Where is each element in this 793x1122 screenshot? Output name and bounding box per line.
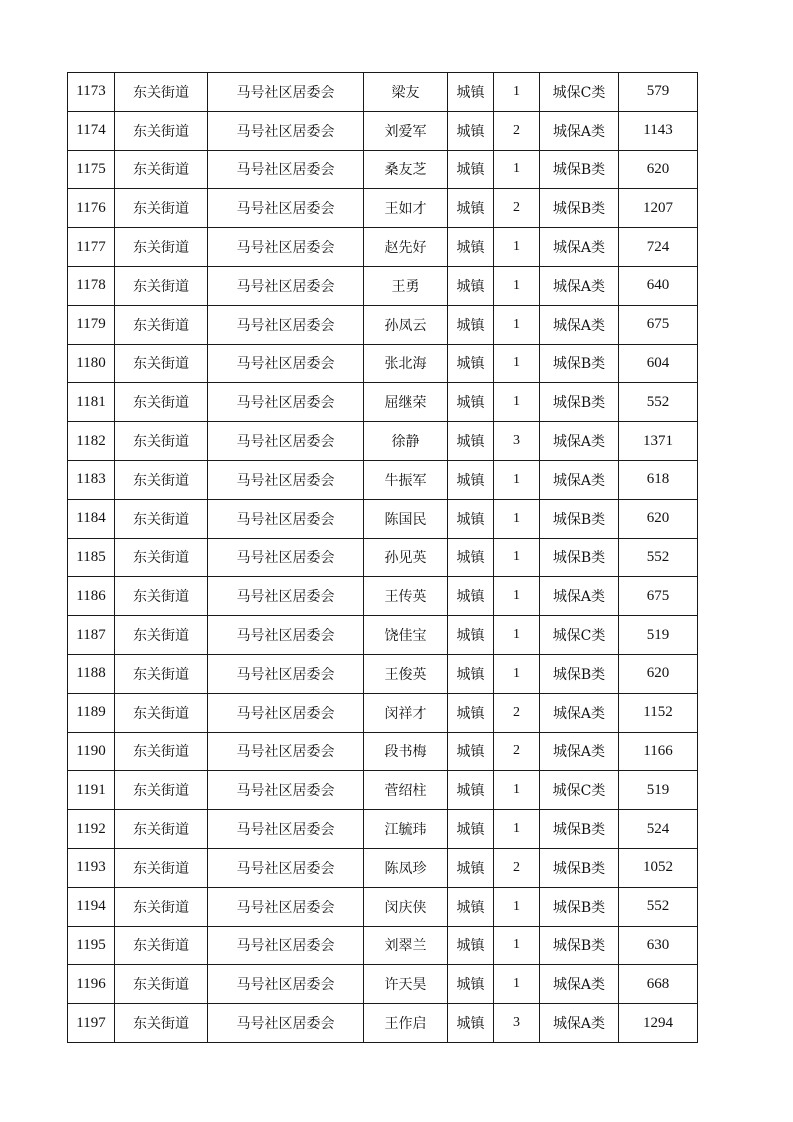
amount-cell: 1152 (619, 693, 698, 732)
household-type-cell: 城镇 (448, 73, 494, 112)
household-type-cell: 城镇 (448, 965, 494, 1004)
person-count-cell: 1 (494, 228, 540, 267)
committee-cell: 马号社区居委会 (208, 499, 364, 538)
insurance-category-cell: 城保C类 (540, 771, 619, 810)
insurance-category-cell: 城保B类 (540, 499, 619, 538)
row-number-cell: 1195 (68, 926, 115, 965)
table-row (68, 654, 698, 693)
street-cell: 东关街道 (115, 228, 208, 267)
insurance-category-cell: 城保B类 (540, 189, 619, 228)
table-row (68, 422, 698, 461)
name-cell: 刘爱军 (364, 111, 448, 150)
row-number-cell: 1192 (68, 810, 115, 849)
table-row (68, 305, 698, 344)
person-count-cell: 1 (494, 499, 540, 538)
amount-cell: 579 (619, 73, 698, 112)
person-count-cell: 1 (494, 926, 540, 965)
street-cell: 东关街道 (115, 616, 208, 655)
row-number-cell: 1182 (68, 422, 115, 461)
person-count-cell: 2 (494, 111, 540, 150)
row-number-cell: 1174 (68, 111, 115, 150)
insurance-category-cell: 城保B类 (540, 887, 619, 926)
table-row (68, 383, 698, 422)
row-number-cell: 1188 (68, 654, 115, 693)
committee-cell: 马号社区居委会 (208, 1004, 364, 1043)
household-type-cell: 城镇 (448, 383, 494, 422)
household-type-cell: 城镇 (448, 616, 494, 655)
table-row (68, 616, 698, 655)
street-cell: 东关街道 (115, 848, 208, 887)
row-number-cell: 1193 (68, 848, 115, 887)
insurance-category-cell: 城保A类 (540, 1004, 619, 1043)
person-count-cell: 2 (494, 693, 540, 732)
table-row (68, 344, 698, 383)
table-row (68, 460, 698, 499)
row-number-cell: 1186 (68, 577, 115, 616)
committee-cell: 马号社区居委会 (208, 616, 364, 655)
name-cell: 桑友芝 (364, 150, 448, 189)
household-type-cell: 城镇 (448, 1004, 494, 1043)
household-type-cell: 城镇 (448, 189, 494, 228)
amount-cell: 552 (619, 383, 698, 422)
household-type-cell: 城镇 (448, 654, 494, 693)
committee-cell: 马号社区居委会 (208, 771, 364, 810)
insurance-category-cell: 城保A类 (540, 305, 619, 344)
insurance-category-cell: 城保C类 (540, 616, 619, 655)
insurance-category-cell: 城保B类 (540, 344, 619, 383)
street-cell: 东关街道 (115, 654, 208, 693)
table-row (68, 810, 698, 849)
row-number-cell: 1197 (68, 1004, 115, 1043)
street-cell: 东关街道 (115, 111, 208, 150)
insurance-category-cell: 城保A类 (540, 693, 619, 732)
name-cell: 王传英 (364, 577, 448, 616)
name-cell: 江毓玮 (364, 810, 448, 849)
committee-cell: 马号社区居委会 (208, 150, 364, 189)
committee-cell: 马号社区居委会 (208, 887, 364, 926)
committee-cell: 马号社区居委会 (208, 305, 364, 344)
row-number-cell: 1178 (68, 266, 115, 305)
street-cell: 东关街道 (115, 422, 208, 461)
household-type-cell: 城镇 (448, 732, 494, 771)
street-cell: 东关街道 (115, 965, 208, 1004)
insurance-category-cell: 城保A类 (540, 577, 619, 616)
person-count-cell: 1 (494, 383, 540, 422)
table-row (68, 1004, 698, 1043)
household-type-cell: 城镇 (448, 422, 494, 461)
amount-cell: 620 (619, 654, 698, 693)
table-row (68, 150, 698, 189)
street-cell: 东关街道 (115, 926, 208, 965)
name-cell: 王俊英 (364, 654, 448, 693)
table-row (68, 693, 698, 732)
amount-cell: 1371 (619, 422, 698, 461)
insurance-category-cell: 城保A类 (540, 965, 619, 1004)
name-cell: 张北海 (364, 344, 448, 383)
street-cell: 东关街道 (115, 771, 208, 810)
household-type-cell: 城镇 (448, 460, 494, 499)
committee-cell: 马号社区居委会 (208, 383, 364, 422)
amount-cell: 519 (619, 771, 698, 810)
street-cell: 东关街道 (115, 538, 208, 577)
row-number-cell: 1194 (68, 887, 115, 926)
insurance-category-cell: 城保B类 (540, 926, 619, 965)
table-row (68, 848, 698, 887)
table-row (68, 499, 698, 538)
row-number-cell: 1190 (68, 732, 115, 771)
street-cell: 东关街道 (115, 693, 208, 732)
row-number-cell: 1189 (68, 693, 115, 732)
name-cell: 段书梅 (364, 732, 448, 771)
amount-cell: 630 (619, 926, 698, 965)
household-type-cell: 城镇 (448, 926, 494, 965)
amount-cell: 604 (619, 344, 698, 383)
insurance-category-cell: 城保A类 (540, 422, 619, 461)
table-row (68, 73, 698, 112)
person-count-cell: 1 (494, 538, 540, 577)
row-number-cell: 1184 (68, 499, 115, 538)
committee-cell: 马号社区居委会 (208, 693, 364, 732)
household-type-cell: 城镇 (448, 577, 494, 616)
person-count-cell: 1 (494, 150, 540, 189)
table-row (68, 771, 698, 810)
name-cell: 陈国民 (364, 499, 448, 538)
table-row (68, 965, 698, 1004)
street-cell: 东关街道 (115, 887, 208, 926)
committee-cell: 马号社区居委会 (208, 848, 364, 887)
person-count-cell: 1 (494, 887, 540, 926)
amount-cell: 640 (619, 266, 698, 305)
street-cell: 东关街道 (115, 1004, 208, 1043)
person-count-cell: 2 (494, 848, 540, 887)
person-count-cell: 1 (494, 771, 540, 810)
committee-cell: 马号社区居委会 (208, 422, 364, 461)
name-cell: 饶佳宝 (364, 616, 448, 655)
insurance-category-cell: 城保A类 (540, 460, 619, 499)
row-number-cell: 1180 (68, 344, 115, 383)
household-type-cell: 城镇 (448, 305, 494, 344)
amount-cell: 675 (619, 577, 698, 616)
insurance-category-cell: 城保A类 (540, 111, 619, 150)
amount-cell: 524 (619, 810, 698, 849)
table-row (68, 538, 698, 577)
street-cell: 东关街道 (115, 150, 208, 189)
person-count-cell: 1 (494, 344, 540, 383)
data-table (67, 72, 698, 1043)
person-count-cell: 1 (494, 654, 540, 693)
row-number-cell: 1191 (68, 771, 115, 810)
committee-cell: 马号社区居委会 (208, 228, 364, 267)
table-row (68, 577, 698, 616)
amount-cell: 1166 (619, 732, 698, 771)
row-number-cell: 1187 (68, 616, 115, 655)
amount-cell: 1143 (619, 111, 698, 150)
name-cell: 王勇 (364, 266, 448, 305)
household-type-cell: 城镇 (448, 150, 494, 189)
name-cell: 梁友 (364, 73, 448, 112)
name-cell: 许天昊 (364, 965, 448, 1004)
person-count-cell: 1 (494, 810, 540, 849)
amount-cell: 620 (619, 499, 698, 538)
person-count-cell: 2 (494, 732, 540, 771)
committee-cell: 马号社区居委会 (208, 654, 364, 693)
street-cell: 东关街道 (115, 499, 208, 538)
amount-cell: 668 (619, 965, 698, 1004)
amount-cell: 675 (619, 305, 698, 344)
table-row (68, 111, 698, 150)
insurance-category-cell: 城保A类 (540, 732, 619, 771)
street-cell: 东关街道 (115, 73, 208, 112)
committee-cell: 马号社区居委会 (208, 732, 364, 771)
table-row (68, 189, 698, 228)
amount-cell: 1207 (619, 189, 698, 228)
name-cell: 陈凤珍 (364, 848, 448, 887)
person-count-cell: 3 (494, 1004, 540, 1043)
committee-cell: 马号社区居委会 (208, 344, 364, 383)
person-count-cell: 3 (494, 422, 540, 461)
amount-cell: 1052 (619, 848, 698, 887)
row-number-cell: 1175 (68, 150, 115, 189)
person-count-cell: 2 (494, 189, 540, 228)
name-cell: 王如才 (364, 189, 448, 228)
name-cell: 徐静 (364, 422, 448, 461)
amount-cell: 620 (619, 150, 698, 189)
street-cell: 东关街道 (115, 383, 208, 422)
row-number-cell: 1177 (68, 228, 115, 267)
table-row (68, 887, 698, 926)
insurance-category-cell: 城保C类 (540, 73, 619, 112)
insurance-category-cell: 城保B类 (540, 848, 619, 887)
street-cell: 东关街道 (115, 344, 208, 383)
household-type-cell: 城镇 (448, 344, 494, 383)
amount-cell: 552 (619, 887, 698, 926)
name-cell: 闵祥才 (364, 693, 448, 732)
household-type-cell: 城镇 (448, 693, 494, 732)
row-number-cell: 1173 (68, 73, 115, 112)
insurance-category-cell: 城保B类 (540, 150, 619, 189)
insurance-category-cell: 城保A类 (540, 228, 619, 267)
name-cell: 孙凤云 (364, 305, 448, 344)
person-count-cell: 1 (494, 616, 540, 655)
amount-cell: 519 (619, 616, 698, 655)
name-cell: 王作启 (364, 1004, 448, 1043)
name-cell: 屈继荣 (364, 383, 448, 422)
row-number-cell: 1185 (68, 538, 115, 577)
household-type-cell: 城镇 (448, 771, 494, 810)
committee-cell: 马号社区居委会 (208, 577, 364, 616)
table-row (68, 228, 698, 267)
street-cell: 东关街道 (115, 189, 208, 228)
person-count-cell: 1 (494, 577, 540, 616)
row-number-cell: 1179 (68, 305, 115, 344)
household-type-cell: 城镇 (448, 848, 494, 887)
person-count-cell: 1 (494, 460, 540, 499)
name-cell: 赵先好 (364, 228, 448, 267)
committee-cell: 马号社区居委会 (208, 926, 364, 965)
row-number-cell: 1181 (68, 383, 115, 422)
person-count-cell: 1 (494, 73, 540, 112)
insurance-category-cell: 城保A类 (540, 266, 619, 305)
household-type-cell: 城镇 (448, 538, 494, 577)
street-cell: 东关街道 (115, 732, 208, 771)
table-body (68, 73, 698, 1043)
table-row (68, 266, 698, 305)
row-number-cell: 1176 (68, 189, 115, 228)
amount-cell: 1294 (619, 1004, 698, 1043)
household-type-cell: 城镇 (448, 111, 494, 150)
street-cell: 东关街道 (115, 577, 208, 616)
household-type-cell: 城镇 (448, 810, 494, 849)
amount-cell: 724 (619, 228, 698, 267)
insurance-category-cell: 城保B类 (540, 383, 619, 422)
row-number-cell: 1183 (68, 460, 115, 499)
household-type-cell: 城镇 (448, 228, 494, 267)
name-cell: 刘翠兰 (364, 926, 448, 965)
amount-cell: 618 (619, 460, 698, 499)
street-cell: 东关街道 (115, 266, 208, 305)
insurance-category-cell: 城保B类 (540, 810, 619, 849)
insurance-category-cell: 城保B类 (540, 538, 619, 577)
person-count-cell: 1 (494, 266, 540, 305)
amount-cell: 552 (619, 538, 698, 577)
committee-cell: 马号社区居委会 (208, 965, 364, 1004)
name-cell: 闵庆侠 (364, 887, 448, 926)
insurance-category-cell: 城保B类 (540, 654, 619, 693)
household-type-cell: 城镇 (448, 499, 494, 538)
street-cell: 东关街道 (115, 810, 208, 849)
committee-cell: 马号社区居委会 (208, 189, 364, 228)
committee-cell: 马号社区居委会 (208, 73, 364, 112)
name-cell: 孙见英 (364, 538, 448, 577)
committee-cell: 马号社区居委会 (208, 111, 364, 150)
household-type-cell: 城镇 (448, 887, 494, 926)
name-cell: 牛振军 (364, 460, 448, 499)
person-count-cell: 1 (494, 965, 540, 1004)
table-row (68, 926, 698, 965)
committee-cell: 马号社区居委会 (208, 266, 364, 305)
row-number-cell: 1196 (68, 965, 115, 1004)
committee-cell: 马号社区居委会 (208, 810, 364, 849)
name-cell: 菅绍柱 (364, 771, 448, 810)
street-cell: 东关街道 (115, 305, 208, 344)
street-cell: 东关街道 (115, 460, 208, 499)
person-count-cell: 1 (494, 305, 540, 344)
table-row (68, 732, 698, 771)
household-type-cell: 城镇 (448, 266, 494, 305)
committee-cell: 马号社区居委会 (208, 538, 364, 577)
committee-cell: 马号社区居委会 (208, 460, 364, 499)
